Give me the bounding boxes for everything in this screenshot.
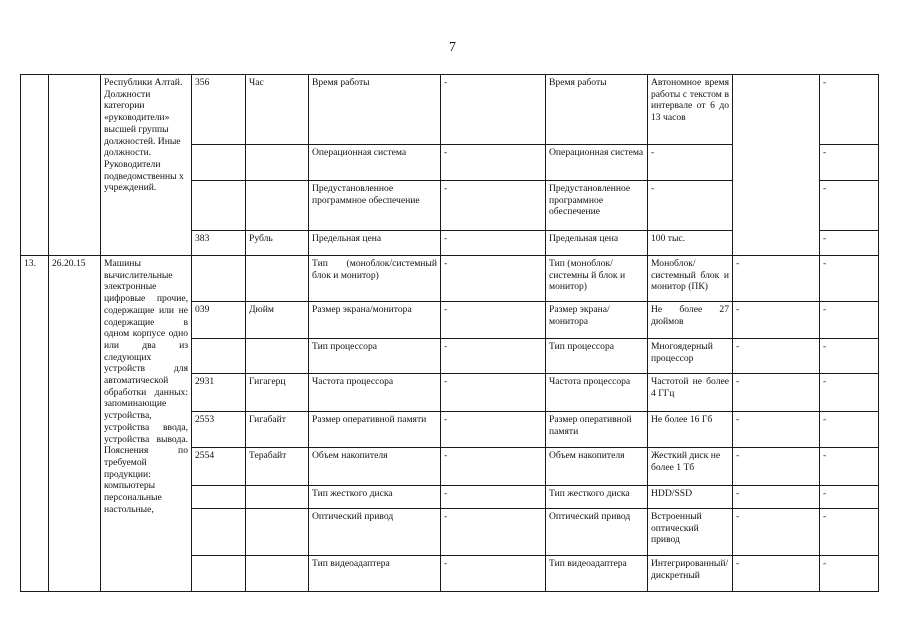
table-cell: - (441, 448, 546, 486)
table-cell: Операционная система (309, 145, 441, 181)
table-row (21, 75, 879, 145)
table-cell: Жесткий диск не более 1 Тб (648, 448, 733, 486)
table-cell: Размер экрана/монитора (309, 302, 441, 339)
table-cell (192, 256, 246, 302)
table-cell: 100 тыс. (648, 231, 733, 256)
table-cell: - (820, 486, 879, 509)
table-cell: - (441, 231, 546, 256)
table-cell: Объем накопителя (309, 448, 441, 486)
table-cell: Не более 16 Гб (648, 412, 733, 448)
table-cell (192, 509, 246, 556)
table-cell (192, 486, 246, 509)
table-cell: Предельная цена (309, 231, 441, 256)
table-cell (246, 145, 309, 181)
table-cell: Тип видеоадаптера (309, 556, 441, 592)
table-cell (246, 509, 309, 556)
table-cell-empty (49, 75, 101, 256)
table-cell: - (441, 181, 546, 231)
table-cell: HDD/SSD (648, 486, 733, 509)
requirements-table (20, 74, 879, 592)
table-cell: - (441, 256, 546, 302)
table-cell: 2931 (192, 374, 246, 412)
table-cell (246, 339, 309, 374)
table-cell: Частота процессора (309, 374, 441, 412)
table-cell: Интегрированный/дискретный (648, 556, 733, 592)
table-cell: - (733, 448, 820, 486)
table-cell: - (820, 231, 879, 256)
table-cell: - (820, 412, 879, 448)
table-cell (246, 486, 309, 509)
table-cell: - (820, 302, 879, 339)
table-cell: - (441, 302, 546, 339)
table-cell: - (733, 556, 820, 592)
table-cell: Частота процессора (546, 374, 648, 412)
table-cell: - (441, 412, 546, 448)
table-cell: Тип (моноблок/системный блок и монитор) (309, 256, 441, 302)
table-cell: 2553 (192, 412, 246, 448)
table-cell: Предустановленное программное обеспечение (546, 181, 648, 231)
table-cell: Тип процессора (309, 339, 441, 374)
table-cell: - (820, 556, 879, 592)
table-cell: - (441, 374, 546, 412)
table-cell: 2554 (192, 448, 246, 486)
table-cell: Размер оперативной памяти (309, 412, 441, 448)
table-cell: - (441, 486, 546, 509)
table-cell: - (441, 145, 546, 181)
table-cell: Частотой не более 4 ГГц (648, 374, 733, 412)
table-cell: - (820, 448, 879, 486)
table-cell: - (820, 181, 879, 231)
table-cell: Тип видеоадаптера (546, 556, 648, 592)
table-cell: - (648, 181, 733, 231)
table-cell: Дюйм (246, 302, 309, 339)
table-cell (192, 181, 246, 231)
table-cell: Операционная система (546, 145, 648, 181)
table-cell: Тип (моноблок/системны й блок и монитор) (546, 256, 648, 302)
table-cell (192, 145, 246, 181)
table-cell: - (441, 339, 546, 374)
table-cell: - (733, 509, 820, 556)
table-cell-empty (733, 75, 820, 256)
table-cell: - (733, 486, 820, 509)
table-cell: Оптический привод (546, 509, 648, 556)
table-cell (192, 556, 246, 592)
table-cell: Автономное время работы с текстом в интервале от 6 до 13 часов (648, 75, 733, 145)
table-cell: Объем накопителя (546, 448, 648, 486)
table-cell: Предустановленное программное обеспечение (309, 181, 441, 231)
table-cell: Рубль (246, 231, 309, 256)
table-cell: 039 (192, 302, 246, 339)
table-cell: Тип процессора (546, 339, 648, 374)
table-cell (246, 556, 309, 592)
table-cell: Время работы (546, 75, 648, 145)
table-cell: - (733, 302, 820, 339)
table-cell (246, 181, 309, 231)
table-cell: Моноблок/системный блок и монитор (ПК) (648, 256, 733, 302)
table-cell: 383 (192, 231, 246, 256)
table-cell: - (733, 412, 820, 448)
table-cell: - (820, 145, 879, 181)
table-cell: Размер экрана/монитора (546, 302, 648, 339)
table-cell: - (441, 75, 546, 145)
table-cell: 356 (192, 75, 246, 145)
table-cell-empty (21, 75, 49, 256)
table-cell: Многоядерный процессор (648, 339, 733, 374)
item-number: 13. (21, 256, 49, 592)
okpd-code: 26.20.15 (49, 256, 101, 592)
table-cell: Тип жесткого диска (546, 486, 648, 509)
table-cell: - (441, 509, 546, 556)
table-cell (192, 339, 246, 374)
table-cell: Размер оперативной памяти (546, 412, 648, 448)
table-cell: - (733, 374, 820, 412)
table-cell: Терабайт (246, 448, 309, 486)
table-cell: - (820, 256, 879, 302)
table-cell: - (441, 556, 546, 592)
table-cell: - (648, 145, 733, 181)
table-cell: - (733, 256, 820, 302)
page-number: 7 (449, 40, 456, 55)
table-cell: - (820, 339, 879, 374)
table-row (21, 256, 879, 302)
table-cell: - (820, 75, 879, 145)
table-cell: Встроенный оптический привод (648, 509, 733, 556)
table-cell: Час (246, 75, 309, 145)
table-cell: Предельная цена (546, 231, 648, 256)
item-name-cell: Республики Алтай. Должности категории «руководители» высшей группы должностей. Иные должности. Руководители подведомственны х учреждений. (101, 75, 192, 256)
table-cell: Гигабайт (246, 412, 309, 448)
table-cell: Время работы (309, 75, 441, 145)
table-cell: Оптический привод (309, 509, 441, 556)
table-cell: Гигагерц (246, 374, 309, 412)
table-cell: - (820, 509, 879, 556)
item-name-cell: Машины вычислительные электронные цифровые прочие, содержащие или не содержащие в одном корпусе одно или два из следующих устройств для автоматической обработки данных: запоминающие устройства, устройства ввода, устройства вывода. Пояснения по требуемой продукции: компьютеры персональные настольные, (101, 256, 192, 592)
table-cell: Тип жесткого диска (309, 486, 441, 509)
table-cell: - (733, 339, 820, 374)
table-cell (246, 256, 309, 302)
table-cell: - (820, 374, 879, 412)
table-cell: Не более 27 дюймов (648, 302, 733, 339)
